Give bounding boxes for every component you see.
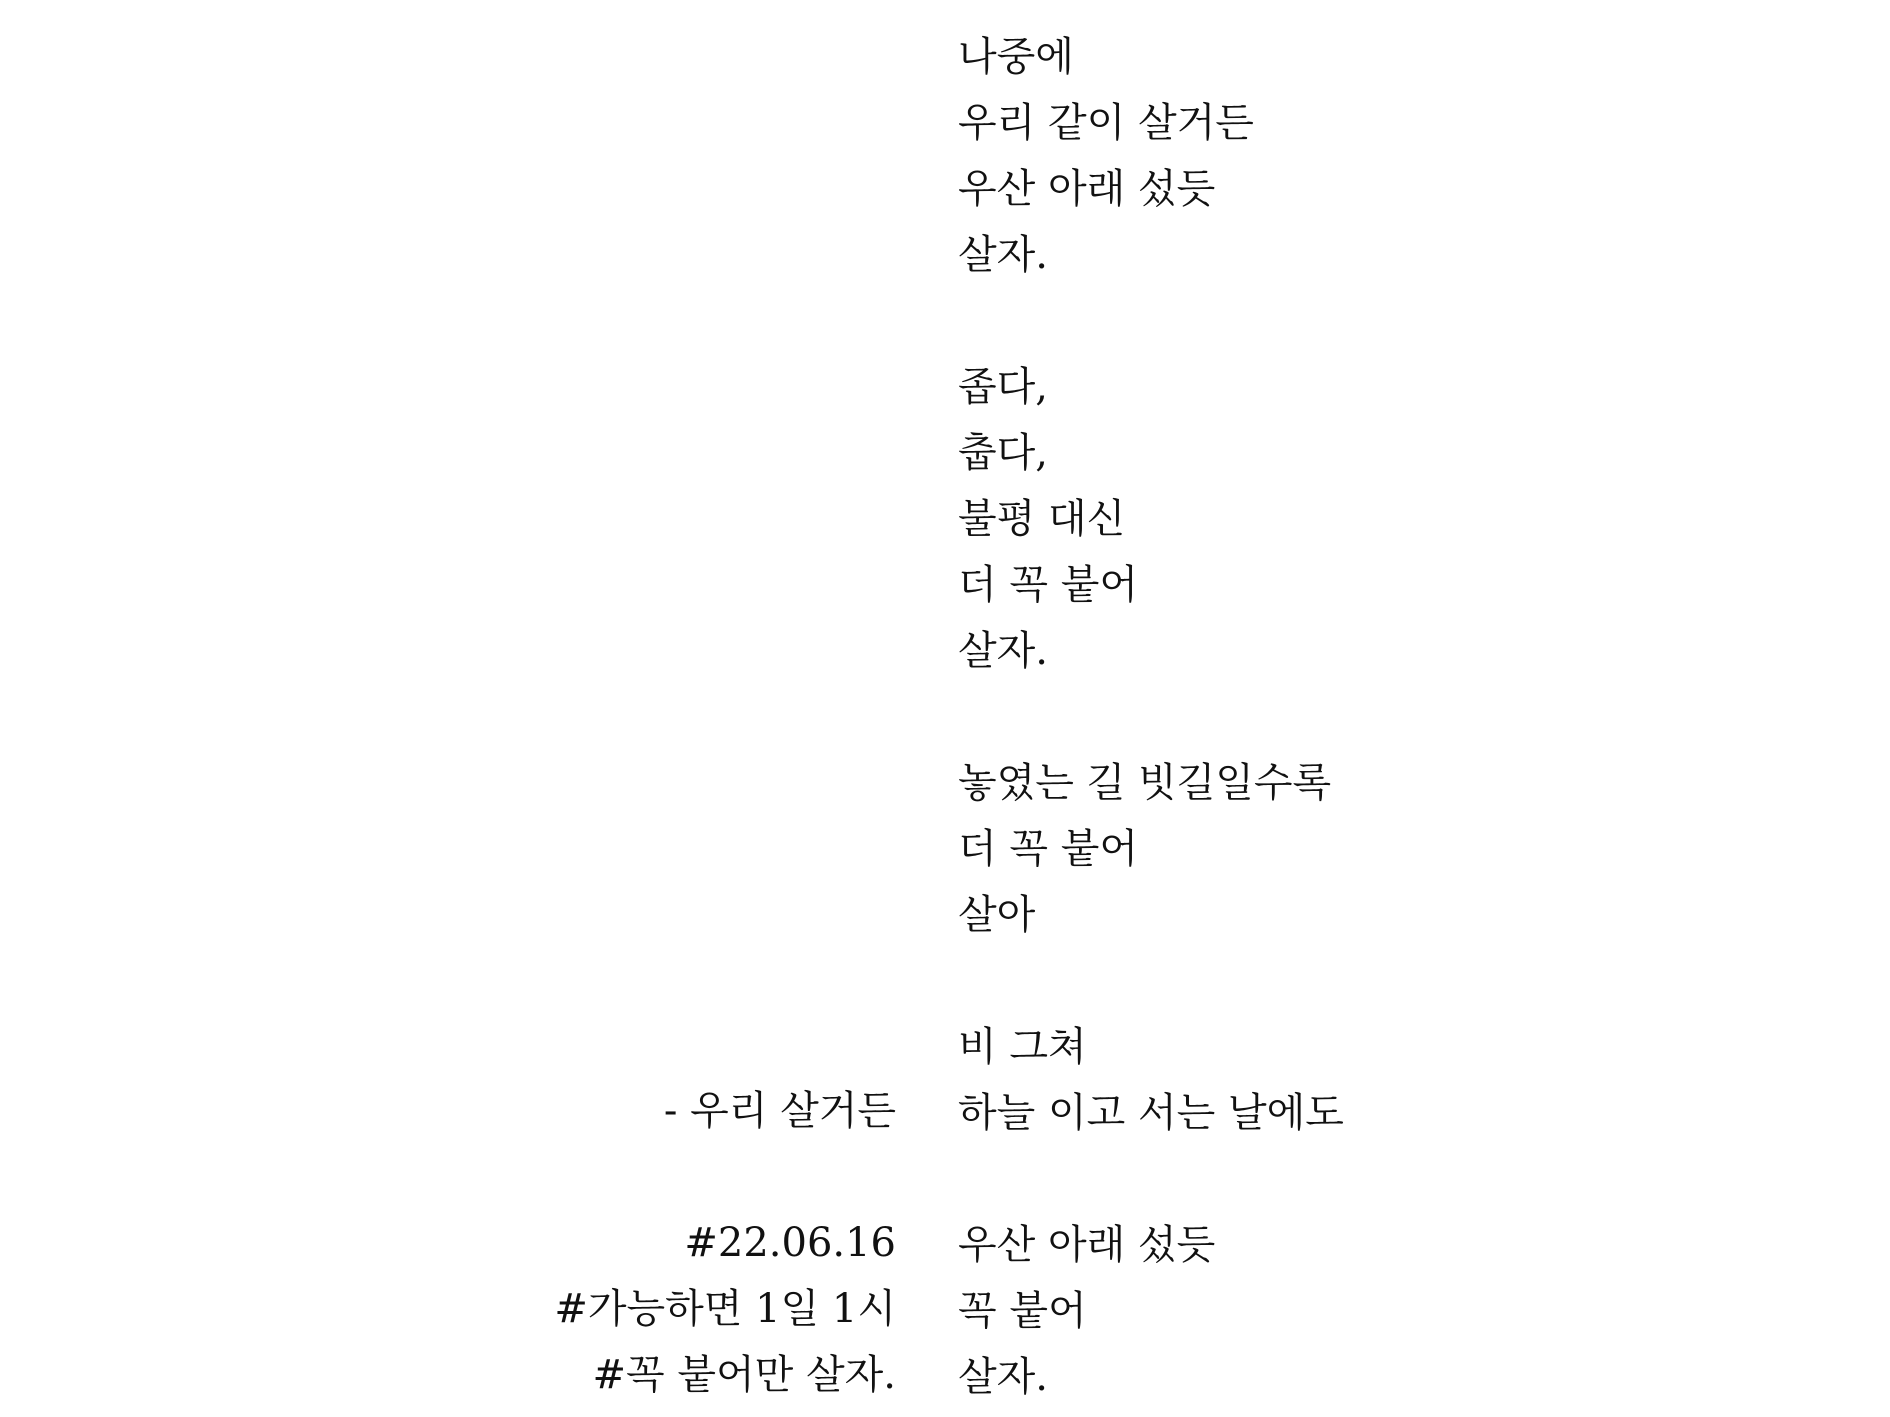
poem-line: 더 꼭 붙어: [958, 826, 1138, 872]
poem-line: 나중에: [958, 34, 1074, 80]
poem-line: 우산 아래 섰듯: [958, 166, 1216, 212]
stanza-gap: [958, 948, 1658, 1014]
stanza-4: [958, 1014, 1658, 1146]
stanza-gap: [958, 684, 1658, 750]
poem-line: 꼭 붙어: [958, 1288, 1087, 1334]
meta-gap: [396, 1144, 896, 1210]
poem-line: 춥다,: [958, 430, 1048, 476]
poem-line: 놓였는 길 빗길일수록: [958, 760, 1332, 806]
poem-line: 살아: [958, 892, 1036, 938]
hashtag: #가능하면 1일 1시: [554, 1286, 896, 1332]
stanza-1: [958, 24, 1658, 288]
poem-line: 살자.: [958, 628, 1048, 674]
stanza-gap: [958, 288, 1658, 354]
poem-line: 우산 아래 섰듯: [958, 1222, 1216, 1268]
stanza-2: [958, 354, 1658, 684]
stanza-gap: [958, 1146, 1658, 1212]
poem-meta: [396, 1078, 896, 1408]
poem-line: 살자.: [958, 232, 1048, 278]
poem-line: 우리 같이 살거든: [958, 100, 1254, 146]
poem-title: - 우리 살거든: [663, 1088, 896, 1134]
poem-line: 더 꼭 붙어: [958, 562, 1138, 608]
poem-body: [958, 24, 1658, 1410]
poem-line: 하늘 이고 서는 날에도: [958, 1090, 1344, 1136]
poem-line: 불평 대신: [958, 496, 1126, 542]
stanza-3: [958, 750, 1658, 948]
hashtag: #꼭 붙어만 살자.: [592, 1352, 896, 1398]
poem-line: 좁다,: [958, 364, 1048, 410]
poem-line: 비 그쳐: [958, 1024, 1087, 1070]
stanza-5: [958, 1212, 1658, 1410]
poem-line: 살자.: [958, 1354, 1048, 1400]
date-tag: #22.06.16: [684, 1220, 896, 1266]
